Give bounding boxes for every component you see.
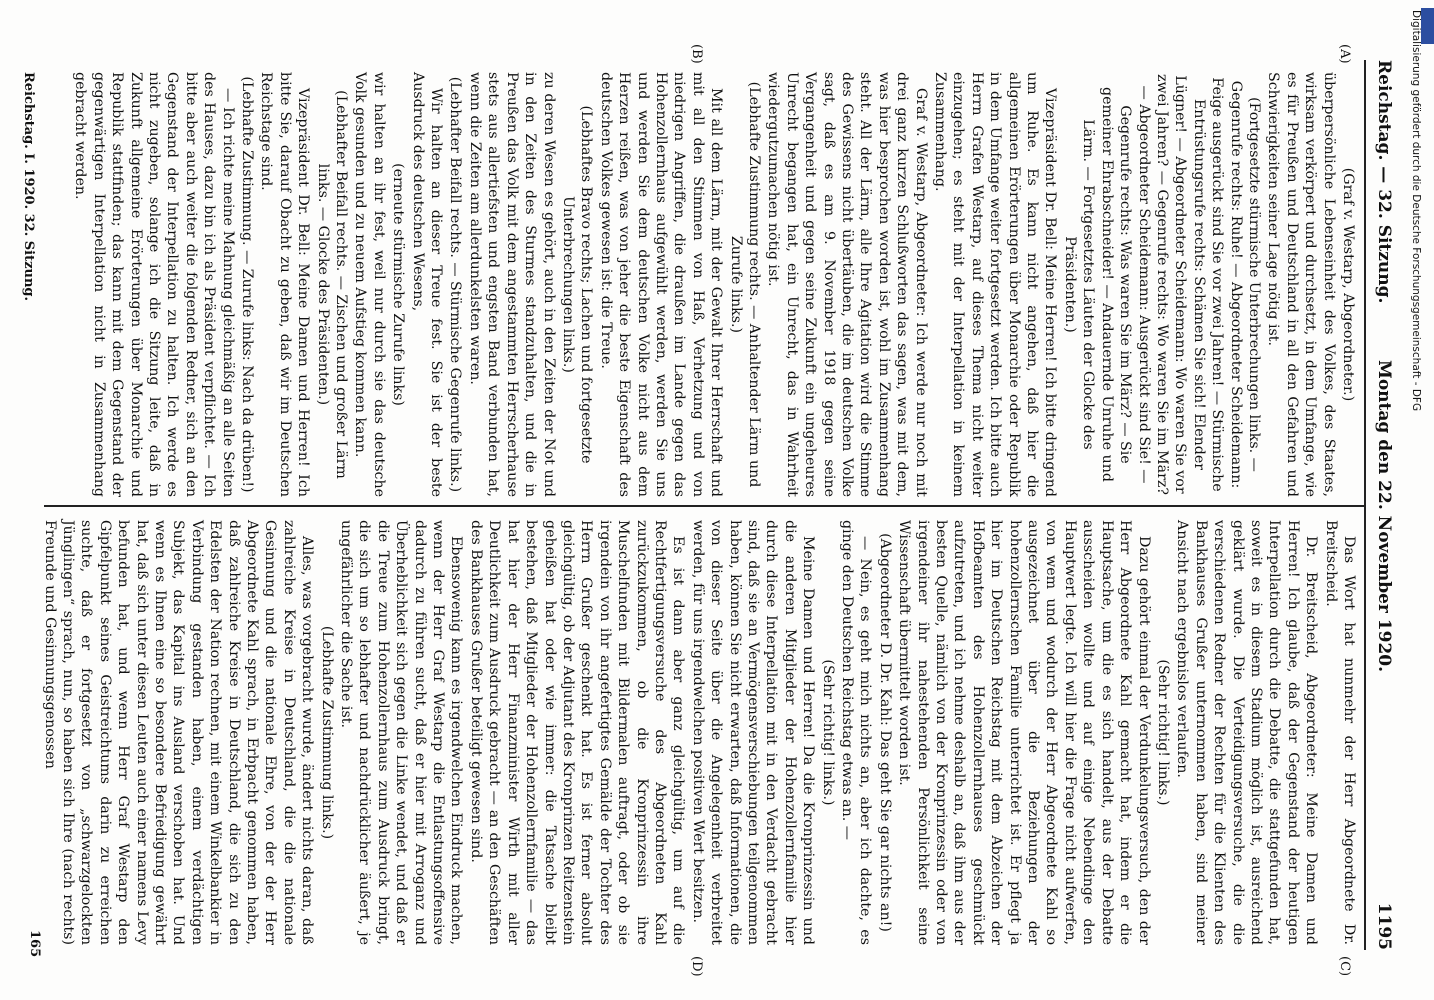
speaker-continuation: (Graf v. Westarp, Abgeordneter.) [1340,167,1356,402]
column-divider [44,505,1364,507]
margin-marker-b: (B) [689,44,704,64]
paragraph: Das Wort hat nunmehr der Herr Abgeordnete Dr. Breitscheid. [1322,520,1357,945]
digitization-credit: Digitalisierung gefördert durch die Deutsche Forschungsgemeinschaft - DFG [1410,10,1422,412]
dfg-logo [1421,8,1434,44]
left-column [70,72,1358,497]
interjection: (Lebhafter Beifall rechts. — Zischen und großer Lärm links. — Glocke des Präsidenten.) [314,90,350,479]
paragraph: Dazu gehört einmal der Verdunkelungsversuch, den der Herr Abgeordnete Kahl gemacht hat, indem er die Hauptsache, um die es sich handelt, aus der Debatte ausscheiden wollte und auf einige Nebendinge den Hauptwert legte. Ich will hier die Frage nicht aufwerfen, von wem und wodurch der Herr Abgeordnete Kahl so ausgezeichnet über die Beziehungen der hohenzollernschen Familie unterrichtet ist. Er pflegt ja hier im Deutschen Reichstag mit dem Abzeichen der Hofbeamten des Hohenzollernhauses geschmückt aufzutreten, und ich nehme deshalb an, daß ihm aus der besten Quelle, nämlich von der Kronprinzessin oder von irgendeiner ihr nahestehenden Persönlichkeit seine Wissenschaft übermittelt worden ist. [896,520,1152,945]
header-page-number: 1195 [1374,902,1394,950]
header-rule [1364,60,1366,950]
footer-sheet-number: 165 [27,930,42,958]
paragraph: Dr. Breitscheid, Abgeordneter: Meine Damen und Herren! Ich glaube, daß der Gegenstand der heutigen Interpellation durch die Debatte, die stattgefunden hat, soweit es in diesem Stadium möglich ist, ausreichend geklärt wurde. Die Verteidigungsversuche, die die verschiedenen Redner der Rechten für die Klienten des Bankhauses Grußer unternommen haben, sind meiner Ansicht nach ergebnislos verlaufen. [1174,520,1320,945]
paragraph: Alles, was vorgebracht wurde, ändert nichts daran, daß zahlreiche Kreise in Deutschland, die die nationale Gesinnung und die nationale Ehre, von der der Herr Abgeordnete Kahl sprach, in Erbpacht genommen haben, daß zahlreiche Kreise in Deutschland, die sich zu den Edelsten der Nation rechnen, mit einem Winkelbankier in Verbindung gestanden haben, einem verdächtigen Subjekt, das Kapital ins Ausland verschoben hat. Und wenn es Ihnen eine so besondere Befriedigung gewährt hat, daß sich unter diesen Leuten auch einer namens Levy befunden hat, und wenn Herr Graf Westarp den Gipfelpunkt seines Geistreichtums darin zu erreichen suchte, daß er fortgesetzt von „schwarzgelockten Jünglingen“ sprach, nun, so haben sich Ihre (nach rechts) Freunde und Gesinnungsgenossen [41,520,316,945]
interjection: (Fortgesetzte stürmische Unterbrechungen links. — Gegenrufe rechts: Ruhe! — Abgeordneter Scheidemann: Feige ausgerückt sind Sie vor zwei Jahren! — Stürmische Entrüstungsrufe rechts: Schämen Sie sich! Elender Lügner! — Abgeordneter Scheidemann: Wo waren Sie vor zwei Jahren? — Gegenrufe rechts: Wo waren Sie im März? — Abgeordneter Scheidemann: Ausgerückt sind Sie! — Gegenrufe rechts: Was waren Sie im März? — Sie gemeiner Ehrabschneider! — Andauernde Unruhe und Lärm. — Fortgesetztes Läuten der Glocke des Präsidenten.) [1061,73,1262,496]
paragraph: — Ich richte meine Mahnung gleichmäßig an alle Seiten des Hauses, dazu bin ich als Präsident verpflichtet. — Ich bitte aber auch weiter die folgenden Redner, sich an den Gegenstand der Interpellation zu halten. Ich werde es nicht zugeben, solange ich die Sitzung leite, daß in Zukunft allgemeine Erörterungen über Monarchie und Republik stattfinden; das kann mit dem Gegenstand der gegenwärtigen Interpellation nicht in Zusammenhang gebracht werden. [72,72,236,497]
interjection: (Abgeordneter D. Dr. Kahl: Das geht Sie gar nichts an!) [876,533,893,932]
paragraph: Graf v. Westarp, Abgeordneter: Ich werde nur noch mit drei ganz kurzen Schlußworten das sagen, was mit dem, was hier besprochen worden ist, wohl im Zusammenhang steht. All der Lärm, alle Ihre Agitation wird die Stimme des Gewissens nicht übertäuben, die im deutschen Volke sagt, daß es am 9. November 1918 gegen seine Vergangenheit und gegen seine Zukunft ein ungeheures Unrecht begangen hat, ein Unrecht, das in Wahrheit wiedergutzumachen nötig ist. [765,72,929,497]
interjection: (Lebhaftes Bravo rechts; Lachen und fortgesetzte Unterbrechungen links.) [559,105,595,464]
paragraph: Es ist dann aber ganz gleichgültig, um auf die Rechtfertigungsversuche des Abgeordneten Kahl zurückzukommen, ob die Kronprinzessin ihre Muschelfunden mit Bildermalen auftragt, oder ob sie irgendein von ihr angefertigtes Gemälde der Tochter des Herrn Grußer geschenkt hat. Es ist ferner absolut gleichgültig, ob der Adjutant des Kronprinzen Reitzenstein geheißen hat oder wie immer: die Tatsache bleibt bestehen, daß Mitglieder der Hohenzollernfamilie — das hat hier der Herr Finanzminister Wirth mit aller Deutlichkeit zum Ausdruck gebracht — an den Geschäften des Bankhauses Grußer beteiligt gewesen sind. [467,520,687,945]
paragraph: — Nein, es geht mich nichts an, aber ich dachte, es ginge den Deutschen Reichstag etwas an. — [839,520,874,945]
footer-left: Reichstag. I. 1920. 32. Sitzung. [21,72,36,302]
margin-marker-a: (A) [1337,44,1352,64]
paragraph: wir halten an ihr fest, weil nur durch sie das deutsche Volk gesunden und zu neuem Aufstieg kommen kann. [352,72,387,497]
paragraph: überpersönliche Lebenseinheit des Volkes, des Staates, wirksam verkörpert und durchsetzt, in dem Umfange, wie es für Preußen und Deutschland in all den Gefahren und Schwierigkeiten seiner Lage nötig ist. [1265,72,1337,497]
paragraph: Meine Damen und Herren! Da die Kronprinzessin und die anderen Mitglieder der Hohenzollernfamilie hier durch diese Interpellation mit in den Verdacht gebracht sind, daß sie an Vermögensverschiebungen teilgenommen haben, können Sie nicht erwarten, daß Informationen, die von dieser Seite über die Angelegenheit verbreitet werden, für uns irgendwelchen positiven Wert besitzen. [689,520,817,945]
page-header [1368,60,1394,950]
paragraph: Mit all dem Lärm, mit der Gewalt Ihrer Herrschaft und mit all den Stimmen von Haß, Verhetzung und von niedrigen Angriffen, die draußen im Lande gegen das Hohenzollernhaus aufgewühlt werden, werden Sie uns und werden Sie dem deutschen Volke nicht aus dem Herzen reißen, was von jeher die beste Eigenschaft des deutschen Volkes gewesen ist: die Treue. [597,72,725,497]
interjection: (Lebhafte Zustimmung links.) [318,625,335,840]
paragraph: Wir halten an dieser Treue fest. Sie ist der beste Ausdruck des deutschen Wesens, [409,72,445,497]
margin-marker-c: (C) [1337,956,1352,977]
paragraph: zu deren Wesen es gehört, auch in den Zeiten der Not und in den Zeiten des Sturmes standzuhalten, und die in Preußen das Volk mit dem angestammten Herrscherhause stets aus allertiefsten und engsten Band verbunden hat, wenn die Zeiten am allerdunkelsten waren. [466,72,557,497]
interjection: (Sehr richtig! links.) [1154,659,1171,806]
interjection: (Lebhafte Zustimmung. — Zurufe links: Nach da drüben!) [239,76,256,493]
paragraph: Ebensowenig kann es irgendwelchen Eindruck machen, wenn der Herr Graf Westarp die Entlastungsoffensive dadurch zu führen sucht, daß er hier mit Arroganz und Überheblichkeit sich gegen die Linke wendet, und daß er die Treue zum Hohenzollernhaus zum Ausdruck bringt, die sich um so lebhafter und nachdrücklicher äußert, je ungefährlicher die Sache ist. [338,520,465,945]
paragraph: Vizepräsident Dr. Bell: Meine Herren! Ich bitte dringend um Ruhe. Es kann nicht angehen, daß hier die allgemeinen Erörterungen über Monarchie oder Republik in dem Umfange weiter fortgesetzt werden. Ich bitte auch Herrn Grafen Westarp, auf dieses Thema nicht weiter einzugehen; es steht mit der Interpellation in keinem Zusammenhang. [932,72,1059,497]
paragraph: Vizepräsident Dr. Bell: Meine Damen und Herren! Ich bitte Sie, darauf Obacht zu geben, daß wir im Deutschen Reichstage sind. [258,72,312,497]
interjection: (Sehr richtig! links.) [819,659,836,806]
interjection: (Lebhafte Zustimmung rechts. — Anhaltender Lärm und Zurufe links.) [727,81,762,488]
header-date: Montag den 22. November 1920. [1374,360,1394,673]
interjection: (Lebhafter Beifall rechts. — Stürmische Gegenrufe links.) [447,76,464,493]
header-session: Reichstag. — 32. Sitzung. [1374,60,1394,304]
right-column [39,520,1358,945]
margin-marker-d: (D) [689,956,704,977]
interjection: (erneute stürmische Zurufe links) [390,163,407,406]
